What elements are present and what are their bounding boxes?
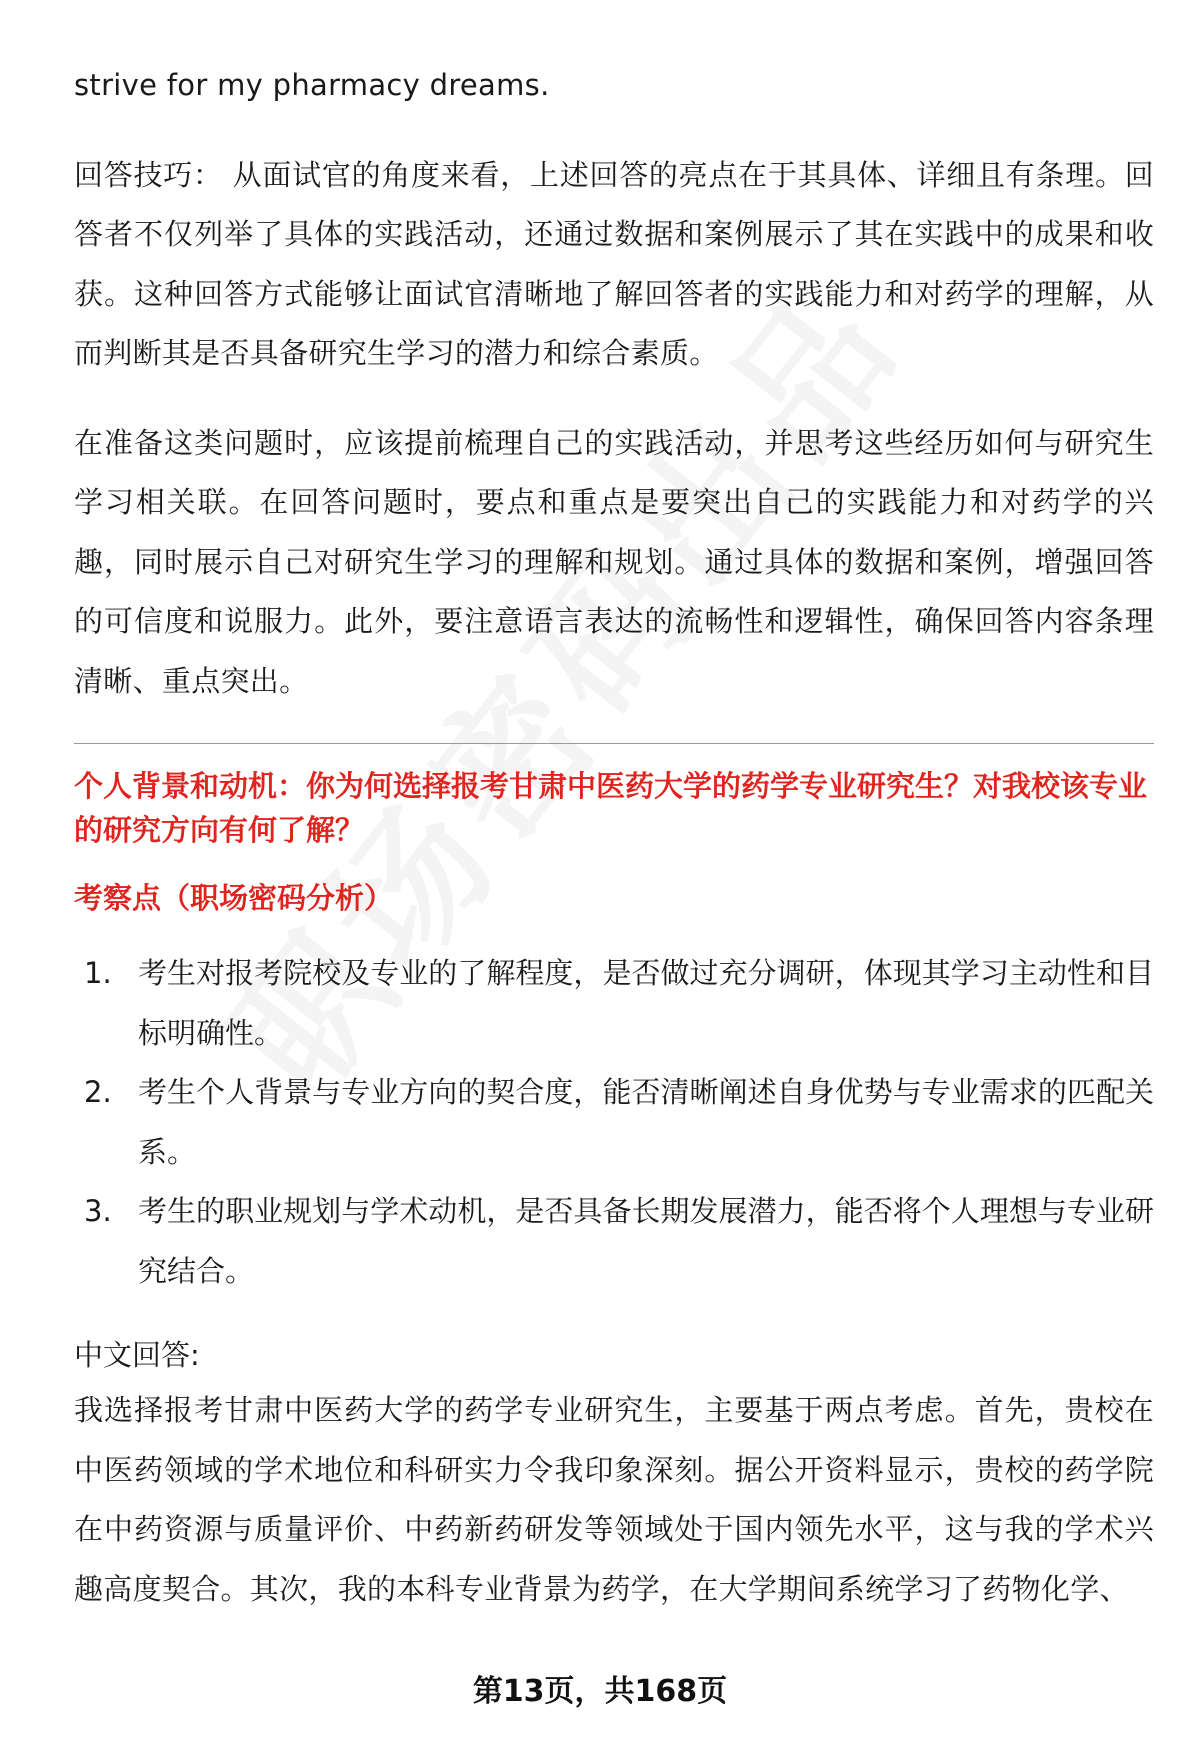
question-heading: 个人背景和动机：你为何选择报考甘肃中医药大学的药学专业研究生？对我校该专业的研究方向有何了解？ [74,769,1148,847]
section-divider [74,743,1154,744]
points-list [74,944,1154,1301]
answer-label: 中文回答: [74,1338,200,1372]
points-heading: 考察点（职场密码分析） [74,881,394,915]
list-item-number: 2. [84,1075,112,1109]
intro-line: strive for my pharmacy dreams. [74,68,550,102]
list-item [74,1182,1154,1301]
prep-paragraph: 在准备这类问题时，应该提前梳理自己的实践活动，并思考这些经历如何与研究生学习相关联。在回答问题时，要点和重点是要突出自己的实践能力和对药学的兴趣，同时展示自己对研究生学习的理解和规划。通过具体的数据和案例，增强回答的可信度和说服力。此外，要注意语言表达的流畅性和逻辑性，确保回答内容条理清晰、重点突出。 [74,425,1154,698]
tip-paragraph: 回答技巧： 从面试官的角度来看，上述回答的亮点在于其具体、详细且有条理。回答者不仅列举了具体的实践活动，还通过数据和案例展示了其在实践中的成果和收获。这种回答方式能够让面试官清晰地了解回答者的实践能力和对药学的理解，从而判断其是否具备研究生学习的潜力和综合素质。 [74,157,1154,370]
page-footer: 第13页，共168页 [472,1674,728,1709]
list-item-number: 3. [84,1194,112,1228]
answer-paragraph: 我选择报考甘肃中医药大学的药学专业研究生，主要基于两点考虑。首先，贵校在中医药领域的学术地位和科研实力令我印象深刻。据公开资料显示，贵校的药学院在中药资源与质量评价、中药新药研发等领域处于国内领先水平，这与我的学术兴趣高度契合。其次，我的本科专业背景为药学，在大学期间系统学习了药物化学、 [74,1393,1154,1606]
list-item-number: 1. [84,956,112,990]
list-item [74,1063,1154,1182]
list-item-text: 考生的职业规划与学术动机，是否具备长期发展潜力，能否将个人理想与专业研究结合。 [138,1194,1154,1288]
list-item-text: 考生个人背景与专业方向的契合度，能否清晰阐述自身优势与专业需求的匹配关系。 [138,1075,1154,1169]
list-item-text: 考生对报考院校及专业的了解程度，是否做过充分调研，体现其学习主动性和目标明确性。 [138,956,1154,1050]
page-content [74,56,1154,1619]
list-item [74,944,1154,1063]
